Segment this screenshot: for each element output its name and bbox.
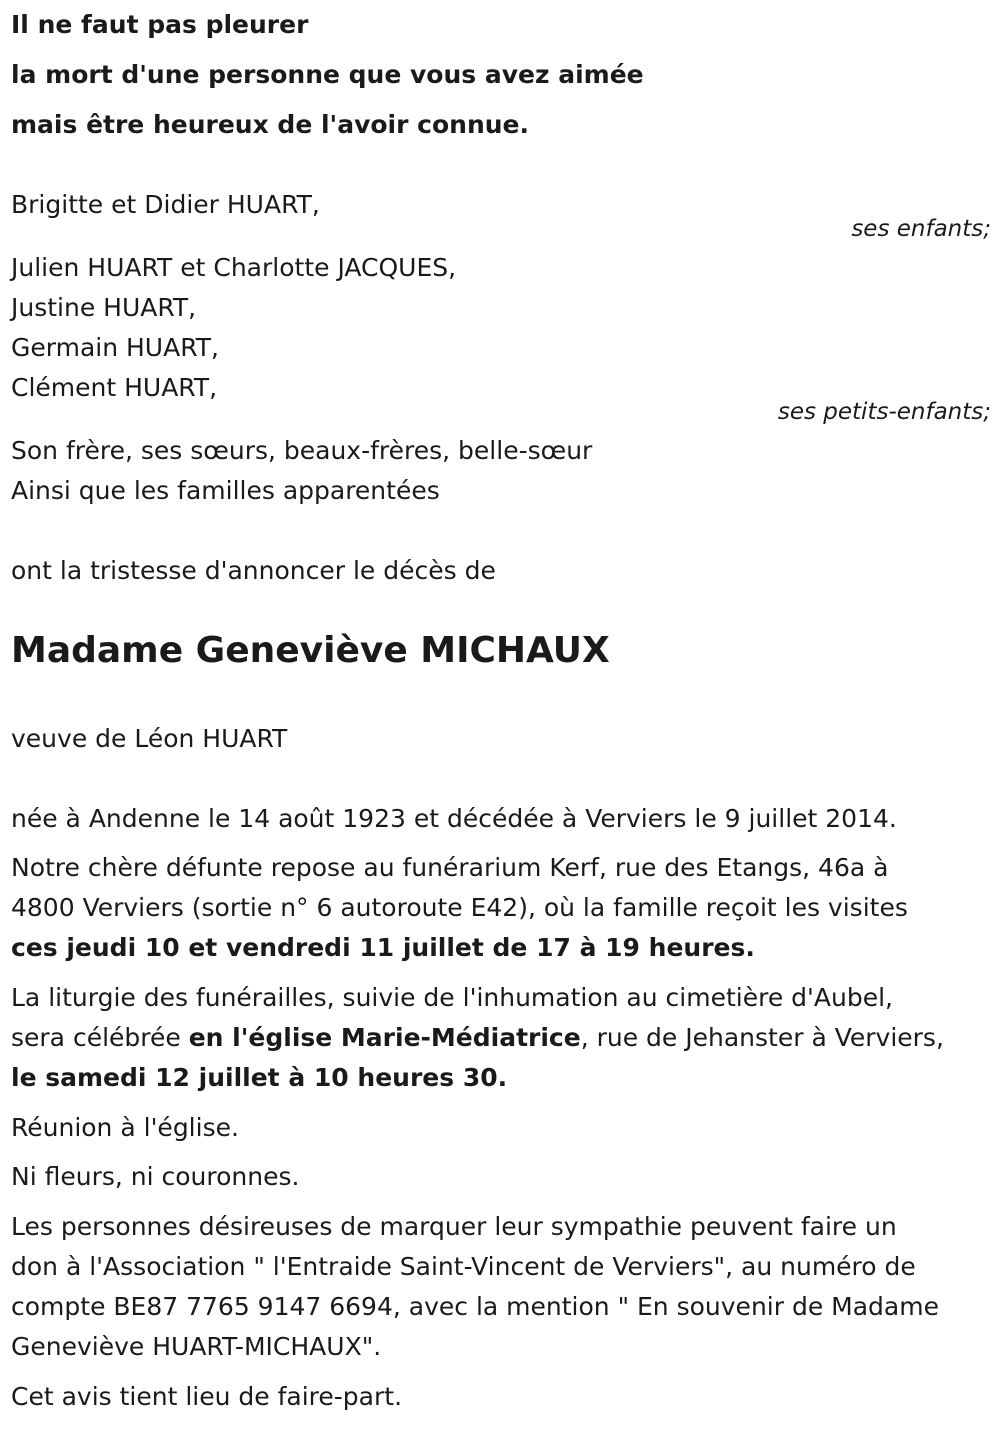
donation-line-1: Les personnes désireuses de marquer leur sympathie peuvent faire un: [11, 1212, 897, 1241]
funeral-line-3: le samedi 12 juillet à 10 heures 30.: [11, 1063, 508, 1092]
family-line-2: Ainsi que les familles apparentées: [11, 476, 440, 505]
donation-line-2: don à l'Association " l'Entraide Saint-Vincent de Verviers", au numéro de: [11, 1252, 916, 1281]
quote-line-2: la mort d'une personne que vous avez aimée: [11, 60, 644, 89]
birth-death-dates: née à Andenne le 14 août 1923 et décédée à Verviers le 9 juillet 2014.: [11, 804, 897, 833]
donation-line-3: compte BE87 7765 9147 6694, avec la mention " En souvenir de Madame: [11, 1292, 939, 1321]
funeral-line-2-pre: sera célébrée: [11, 1023, 189, 1052]
quote-line-3: mais être heureux de l'avoir connue.: [11, 110, 529, 139]
church-name: en l'église Marie-Médiatrice: [188, 1023, 581, 1052]
closing-line: Cet avis tient lieu de faire-part.: [11, 1382, 403, 1411]
grandchild-4: Clément HUART,: [11, 373, 218, 402]
grandchild-3: Germain HUART,: [11, 333, 219, 362]
meeting-line: Réunion à l'église.: [11, 1113, 239, 1142]
children-label: ses enfants;: [851, 216, 991, 242]
widow-line: veuve de Léon HUART: [11, 724, 288, 753]
quote-line-1: Il ne faut pas pleurer: [11, 10, 309, 39]
grandchild-2: Justine HUART,: [11, 293, 197, 322]
children-names: Brigitte et Didier HUART,: [11, 190, 320, 219]
donation-line-4: Geneviève HUART-MICHAUX".: [11, 1332, 382, 1361]
grandchild-1: Julien HUART et Charlotte JACQUES,: [11, 253, 457, 282]
funeral-line-2: [11, 1023, 944, 1053]
visitation-line-2: 4800 Verviers (sortie n° 6 autoroute E42), où la famille reçoit les visites: [11, 893, 908, 922]
announcement: ont la tristesse d'annoncer le décès de: [11, 556, 496, 585]
funeral-line-2-post: , rue de Jehanster à Verviers,: [580, 1023, 944, 1052]
grandchildren-label: ses petits-enfants;: [777, 399, 991, 425]
family-line-1: Son frère, ses sœurs, beaux-frères, belle-sœur: [11, 436, 593, 465]
funeral-line-1: La liturgie des funérailles, suivie de l'inhumation au cimetière d'Aubel,: [11, 983, 893, 1012]
flowers-line: Ni fleurs, ni couronnes.: [11, 1162, 300, 1191]
deceased-name: Madame Geneviève MICHAUX: [11, 630, 610, 671]
visitation-line-3: ces jeudi 10 et vendredi 11 juillet de 17 à 19 heures.: [11, 933, 755, 962]
visitation-line-1: Notre chère défunte repose au funérarium Kerf, rue des Etangs, 46a à: [11, 853, 889, 882]
